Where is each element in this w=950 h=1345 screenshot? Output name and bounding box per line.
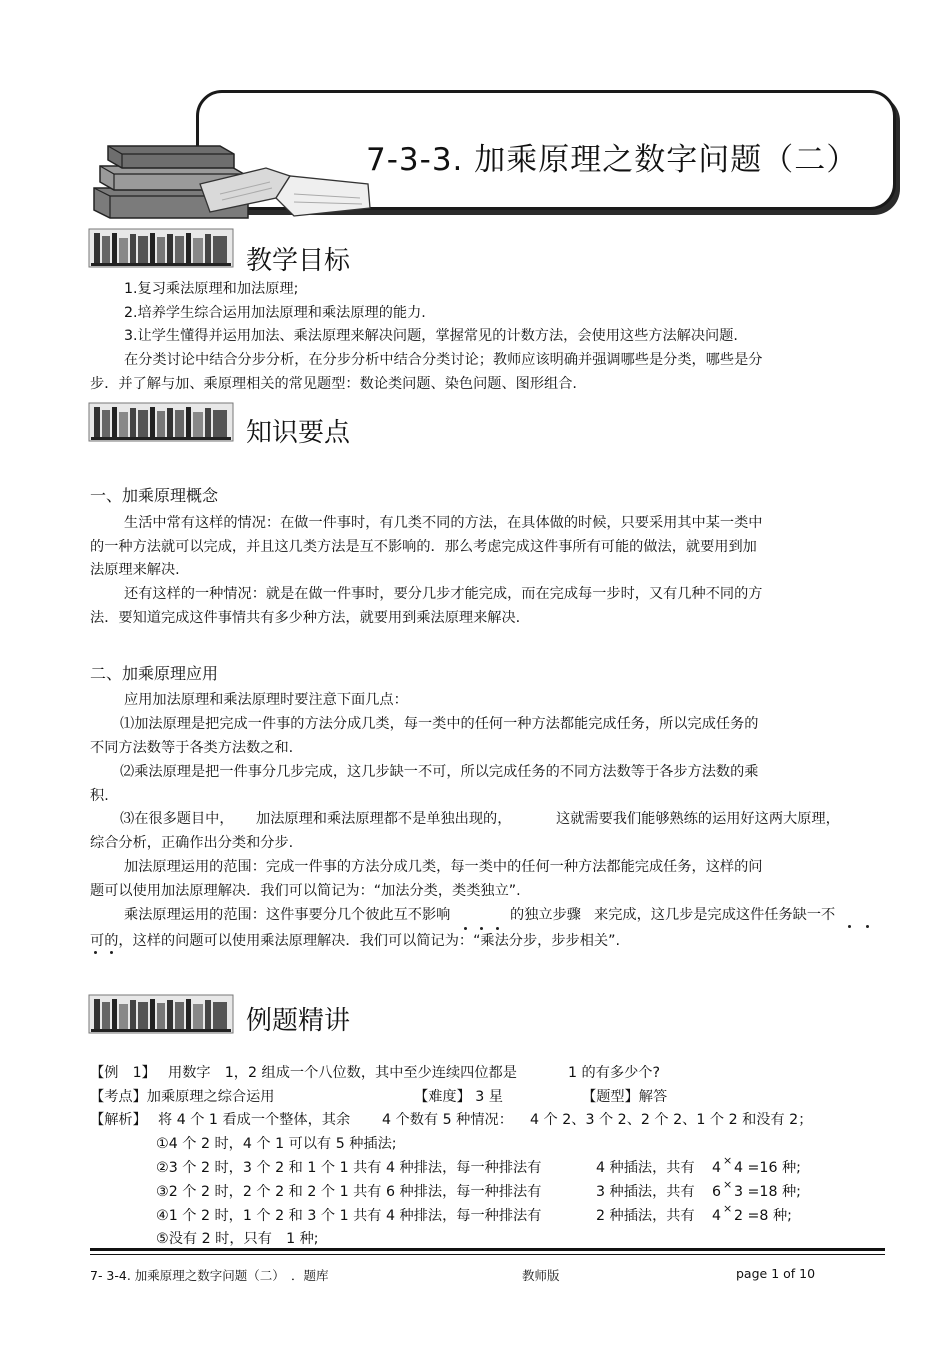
solution-case: 2 种插法，共有	[596, 1208, 695, 1224]
solution-case: ⑤没有 2 时，只有 1 种;	[156, 1231, 319, 1247]
solution-case: ②3 个 2 时，3 个 2 和 1 个 1 共有 4 种排法，每一种排法有	[156, 1160, 542, 1176]
footer-rule	[90, 1248, 885, 1251]
paragraph-line: 乘法原理运用的范围：这件事要分几个彼此互不影响	[124, 907, 451, 923]
page-title: 7-3-3. 加乘原理之数字问题（二）	[366, 142, 859, 178]
solution-case: 4 =16 种;	[734, 1160, 801, 1176]
solution-line: 4 个数有 5 种情况：	[382, 1112, 513, 1128]
solution-case: 4	[712, 1160, 722, 1176]
books-illustration	[80, 124, 380, 224]
section-title-examples: 例题精讲	[246, 1006, 351, 1036]
goal-line: 在分类讨论中结合分步分析，在分步分析中结合分类讨论；教师应该明确并强调哪些是分类，哪些是分	[124, 352, 763, 368]
example-difficulty: 【难度】 3 星	[414, 1089, 503, 1105]
paragraph-line: 的一种方法就可以完成，并且这几类方法是互不影响的．那么考虑完成这件事所有可能的做法，就要用到加	[90, 539, 757, 555]
times-sign: ×	[723, 1154, 733, 1167]
solution-case: ④1 个 2 时，1 个 2 和 3 个 1 共有 4 种排法，每一种排法有	[156, 1208, 542, 1224]
paragraph-line: 加法原理和乘法原理都不是单独出现的，	[256, 811, 512, 827]
books-section-icon	[88, 994, 234, 1034]
paragraph-line: 法．要知道完成这件事情共有多少种方法，就要用到乘法原理来解决.	[90, 610, 521, 626]
emphasis-dot	[848, 925, 851, 928]
subheading: 一、加乘原理概念	[90, 486, 219, 505]
emphasis-dot	[464, 927, 467, 930]
emphasis-dot	[480, 927, 483, 930]
paragraph-line: ⑵乘法原理是把一件事分几步完成，这几步缺一不可，所以完成任务的不同方法数等于各步方法数的乘	[120, 764, 759, 780]
emphasis-dot	[866, 925, 869, 928]
paragraph-line: 来完成，这几步是完成这件任务缺一不	[594, 907, 836, 923]
solution-case: 4 种插法，共有	[596, 1160, 695, 1176]
solution-line: 将 4 个 1 看成一个整体，其余	[158, 1112, 351, 1128]
books-section-icon	[88, 228, 234, 268]
paragraph-line: 的独立步骤	[510, 907, 581, 923]
paragraph-line: ⑴加法原理是把完成一件事的方法分成几类，每一类中的任何一种方法都能完成任务，所以完成任务的	[120, 716, 759, 732]
solution-label: 【解析】	[90, 1112, 147, 1128]
goal-line: 1.复习乘法原理和加法原理;	[124, 281, 299, 297]
example-label: 【例 1】	[90, 1065, 156, 1081]
footer-rule	[90, 1254, 885, 1255]
paragraph-line: 法原理来解决.	[90, 562, 180, 578]
solution-case: 2 =8 种;	[734, 1208, 792, 1224]
solution-case: ①4 个 2 时，4 个 1 可以有 5 种插法;	[156, 1136, 397, 1152]
paragraph-line: 还有这样的一种情况：就是在做一件事时，要分几步才能完成，而在完成每一步时，又有几种不同的方	[124, 586, 763, 602]
footer-edition: 教师版	[522, 1268, 560, 1283]
emphasis-dot	[94, 951, 97, 954]
example-question: 用数字 1，2 组成一个八位数，其中至少连续四位都是	[168, 1065, 517, 1081]
paragraph-line: 这就需要我们能够熟练的运用好这两大原理，	[556, 811, 840, 827]
paragraph-line: 可的，这样的问题可以使用乘法原理解决．我们可以简记为：“乘法分步，步步相关”.	[90, 933, 620, 949]
footer-source: 7- 3-4. 加乘原理之数字问题（二） ．题库	[90, 1268, 329, 1283]
subheading: 二、加乘原理应用	[90, 664, 219, 683]
solution-case: 6	[712, 1184, 722, 1200]
paragraph-line: 加法原理运用的范围：完成一件事的方法分成几类，每一类中的任何一种方法都能完成任务，这样的问	[124, 859, 763, 875]
example-topic: 【考点】加乘原理之综合运用	[90, 1089, 275, 1105]
paragraph-line: 不同方法数等于各类方法数之和.	[90, 740, 294, 756]
goal-line: 2.培养学生综合运用加法原理和乘法原理的能力.	[124, 305, 426, 321]
example-question: 1 的有多少个?	[568, 1065, 661, 1081]
emphasis-dot	[496, 927, 499, 930]
section-title-knowledge: 知识要点	[246, 418, 351, 448]
paragraph-line: ⑶在很多题目中，	[120, 811, 234, 827]
paragraph-line: 生活中常有这样的情况：在做一件事时，有几类不同的方法，在具体做的时候，只要采用其中某一类中	[124, 515, 763, 531]
paragraph-line: 应用加法原理和乘法原理时要注意下面几点：	[124, 692, 408, 708]
section-title-goals: 教学目标	[246, 246, 351, 276]
paragraph-line: 积.	[90, 788, 109, 804]
goal-line: 步．并了解与加、乘原理相关的常见题型：数论类问题、染色问题、图形组合.	[90, 376, 577, 392]
solution-case: 3 种插法，共有	[596, 1184, 695, 1200]
paragraph-line: 题可以使用加法原理解决．我们可以简记为：“加法分类，类类独立”.	[90, 883, 521, 899]
goal-line: 3.让学生懂得并运用加法、乘法原理来解决问题，掌握常见的计数方法，会使用这些方法解决问题.	[124, 328, 738, 344]
paragraph-line: 综合分析，正确作出分类和分步.	[90, 835, 294, 851]
solution-case: 4	[712, 1208, 722, 1224]
times-sign: ×	[723, 1202, 733, 1215]
books-section-icon	[88, 402, 234, 442]
times-sign: ×	[723, 1178, 733, 1191]
solution-case: 3 =18 种;	[734, 1184, 801, 1200]
emphasis-dot	[110, 951, 113, 954]
footer-page-number: page 1 of 10	[736, 1266, 816, 1281]
example-type: 【题型】解答	[582, 1089, 668, 1105]
solution-line: 4 个 2、3 个 2、2 个 2、1 个 2 和没有 2；	[530, 1112, 813, 1128]
solution-case: ③2 个 2 时，2 个 2 和 2 个 1 共有 6 种排法，每一种排法有	[156, 1184, 542, 1200]
